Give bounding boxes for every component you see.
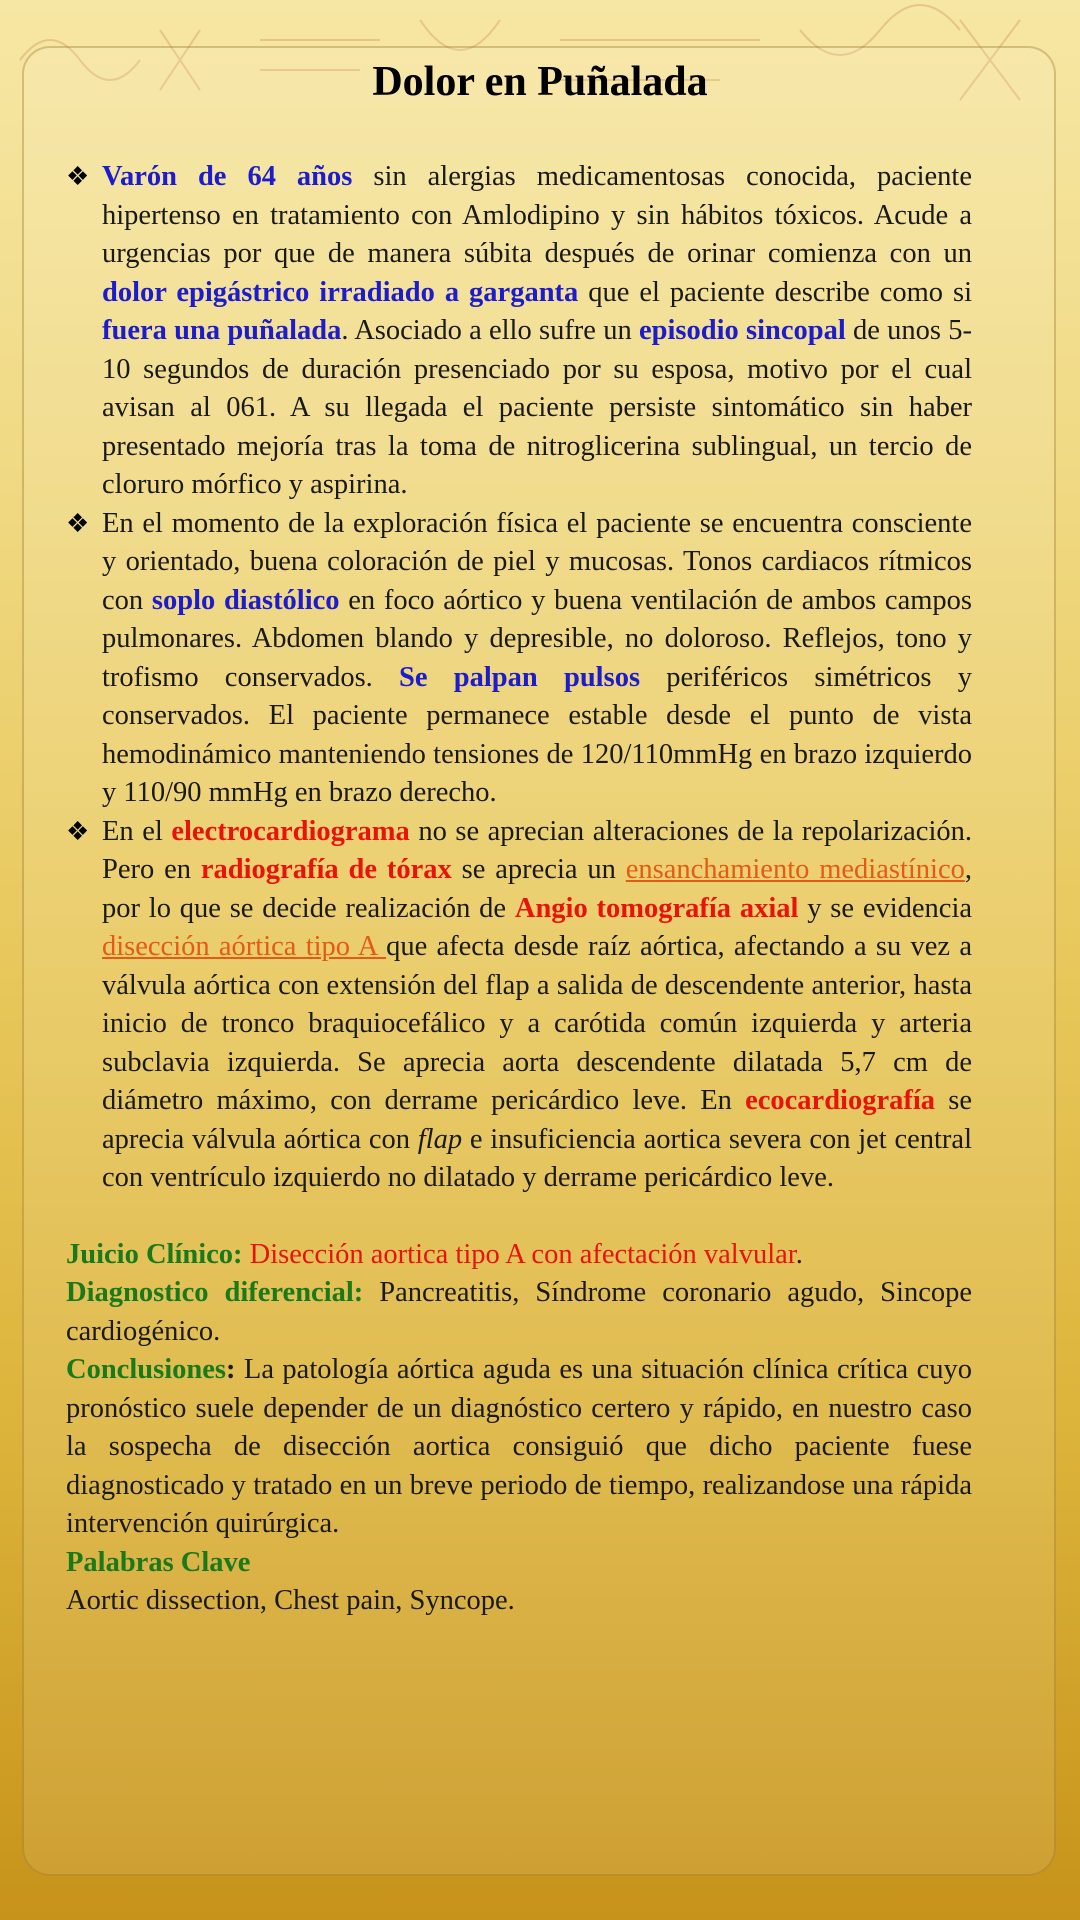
highlight-ecg: electrocardiograma	[171, 815, 410, 847]
value-conclusions: La patología aórtica aguda es una situación clínica crítica cuyo pronóstico suele depender de un diagnóstico certero y rápido, en nuestro caso la sospecha de disección aortica consiguió que dicho paciente fuese diagnosticado y tratado en un breve periodo de tiempo, realizandose una rápida intervención quirúrgica.	[66, 1354, 972, 1539]
bullet-diamond-icon: ❖	[66, 508, 90, 538]
highlight-syncope: episodio sincopal	[638, 315, 846, 346]
text-segment: . Asociado a ello sufre un	[341, 315, 639, 346]
text-segment: que el paciente describe como si	[578, 276, 972, 308]
text-segment: se aprecia válvula aórtica con	[102, 1085, 972, 1155]
text-segment: .	[795, 1238, 803, 1270]
text-segment: e insuficiencia aortica severa con jet central con ventrículo izquierdo no dilatado y derrame pericárdico leve.	[102, 1123, 972, 1193]
link-mediastinal-widening: ensanchamiento mediastínico	[625, 854, 965, 885]
case-content	[66, 158, 972, 1621]
highlight-murmur: soplo diastólico	[151, 584, 340, 616]
bullet-diamond-icon: ❖	[66, 816, 90, 846]
text-segment: periféricos simétricos y conservados. El paciente permanece estable desde el punto de vista hemodinámico manteniendo tensiones de 120/110mmHg en brazo izquierdo y 110/90 mmHg en brazo derecho.	[102, 661, 972, 808]
label-colon: :	[225, 1354, 236, 1385]
text-segment: , por lo que se decide realización de	[102, 854, 972, 924]
label-conclusions: Conclusiones	[66, 1354, 226, 1385]
bullet-diamond-icon: ❖	[66, 162, 90, 191]
text-segment: se aprecia un	[451, 854, 626, 885]
highlight-description: fuera una puñalada	[102, 315, 342, 346]
text-flap-italic: flap	[417, 1123, 463, 1155]
highlight-xray: radiografía de tórax	[200, 854, 452, 885]
bullet-exploration	[66, 505, 972, 813]
bullet-history	[66, 158, 972, 505]
value-clinical-judgment: Disección aortica tipo A con afectación valvular	[242, 1238, 796, 1270]
text-segment: En el	[102, 815, 172, 847]
differential-diagnosis	[66, 1274, 972, 1351]
value-differential: Pancreatitis, Síndrome coronario agudo, Sincope cardiogénico.	[66, 1277, 972, 1347]
keywords-label-row	[66, 1544, 972, 1583]
highlight-echo: ecocardiografía	[745, 1085, 936, 1116]
text-segment: En el momento de la exploración física el paciente se encuentra consciente y orientado, buena coloración de piel y mucosas. Tonos cardiacos rítmicos con	[102, 507, 972, 616]
keywords: Aortic dissection, Chest pain, Syncope.	[66, 1585, 515, 1616]
text-segment: y se evidencia	[798, 892, 973, 924]
text-segment: no se aprecian alteraciones de la repolarización. Pero en	[102, 815, 972, 885]
text-segment: sin alergias medicamentosas conocida, paciente hipertenso en tratamiento con Amlodipino y sin hábitos tóxicos. Acude a urgencias por que de manera súbita después de orinar comienza con un	[102, 161, 972, 269]
highlight-patient: Varón de 64 años	[102, 161, 353, 192]
page-title: Dolor en Puñalada	[372, 59, 708, 105]
spacer	[66, 1198, 972, 1236]
bullet-tests	[66, 813, 972, 1198]
text-segment: que afecta desde raíz aórtica, afectando a su vez a válvula aórtica con extensión del flap a salida de descendente anterior, hasta inicio de tronco braquiocefálico y a carótida común izquierda y arteria subclavia izquierda. Se aprecia aorta descendente dilatada 5,7 cm de diámetro máximo, con derrame pericárdico leve. En	[102, 931, 972, 1116]
label-differential: Diagnostico diferencial:	[66, 1277, 364, 1308]
highlight-pulses: Se palpan pulsos	[399, 661, 641, 693]
label-keywords: Palabras Clave	[66, 1546, 251, 1578]
text-segment: en foco aórtico y buena ventilación de ambos campos pulmonares. Abdomen blando y depresible, no doloroso. Reflejos, tono y trofismo conservados.	[102, 584, 972, 693]
label-clinical-judgment: Juicio Clínico:	[66, 1238, 243, 1270]
highlight-symptom: dolor epigástrico irradiado a garganta	[102, 276, 579, 308]
highlight-angio-ct: Angio tomografía axial	[514, 892, 799, 924]
conclusions	[66, 1351, 972, 1544]
link-aortic-dissection: disección aórtica tipo A	[102, 931, 387, 962]
clinical-judgment	[66, 1236, 972, 1275]
text-segment: de unos 5-10 segundos de duración presenciado por su esposa, motivo por el cual avisan al 061. A su llegada el paciente persiste sintomático sin haber presentado mejoría tras la toma de nitroglicerina sublingual, un tercio de cloruro mórfico y aspirina.	[102, 315, 972, 500]
